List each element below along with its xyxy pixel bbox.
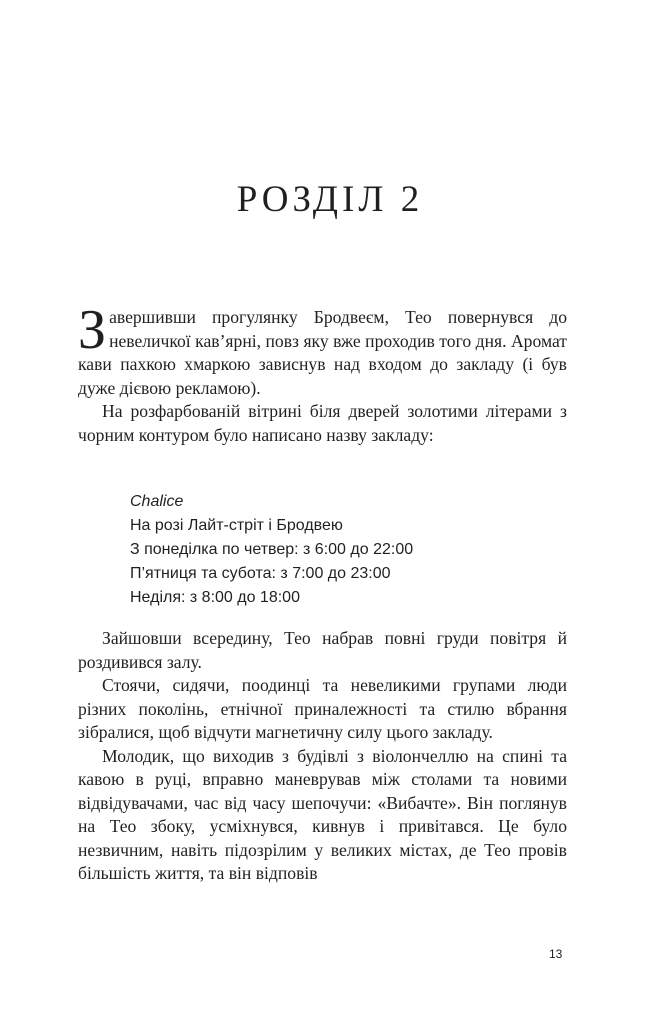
chapter-title: РОЗДІЛ 2 (236, 179, 424, 220)
paragraph-3: Зайшовши всередину, Тео набрав повні груди повітря й роздивився залу. (78, 628, 567, 672)
drop-cap: З (78, 299, 107, 361)
cafe-name: Chalice (130, 493, 184, 510)
cafe-hours-weekdays: З понеділка по четвер: з 6:00 до 22:00 (130, 541, 414, 558)
cafe-sign-text (130, 490, 413, 610)
paragraph-1 (78, 299, 567, 400)
text-block-top (78, 299, 567, 447)
paragraph-2: На розфарбованій вітрині біля дверей золотими літерами з чорним контуром було написано назву закладу: (78, 401, 567, 445)
cafe-hours-sunday: Неділя: з 8:00 до 18:00 (130, 589, 300, 606)
cafe-hours-fri-sat: П’ятниця та субота: з 7:00 до 23:00 (130, 565, 391, 582)
text-block-bottom (78, 627, 567, 886)
page-number: 13 (549, 947, 563, 961)
paragraph-1-text: авершивши прогулянку Бродвеєм, Тео повернувся до невеличкої кав’ярні, повз яку вже проходив того дня. Аромат кави пахкою хмаркою зависнув над входом до закладу (і був дуже дієвою рекламою). (78, 307, 567, 398)
cafe-location: На розі Лайт-стріт і Бродвею (130, 517, 343, 534)
paragraph-4: Стоячи, сидячи, поодинці та невеликими групами люди різних поколінь, етнічної приналежності та стилю вбрання зібралися, щоб відчути магнетичну силу цього закладу. (78, 675, 567, 742)
paragraph-5: Молодик, що виходив з будівлі з віолончеллю на спині та кавою в руці, вправно маневрував між столами та новими відвідувачами, час від часу шепочучи: «Вибачте». Він поглянув на Тео збоку, усміхнувся, кивнув і привітався. Це було незвичним, навіть підозрілим у великих містах, де Тео провів більшість життя, та він відповів (78, 745, 567, 883)
